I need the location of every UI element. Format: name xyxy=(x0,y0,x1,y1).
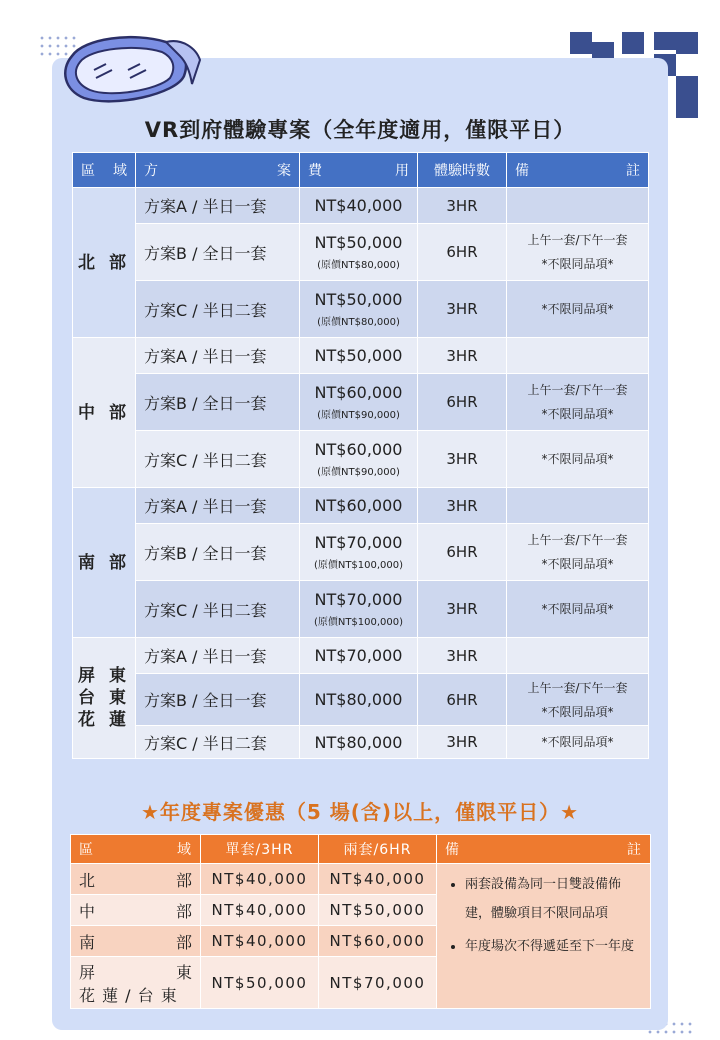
promo-notes: • 兩套設備為同一日雙設備佈建，體驗項目不限同品項 • 年度場次不得遞延至下一年度 xyxy=(437,864,651,1009)
page-title: VR到府體驗專案（全年度適用，僅限平日） xyxy=(144,118,576,142)
table-row: 北 部 方案A / 半日一套 NT$40,000 3HR xyxy=(73,188,649,224)
table-row: 方案B / 全日一套 NT$70,000 (原價NT$100,000) 6HR 上午一套/下午一套 *不限同品項* xyxy=(73,524,649,581)
table-row: 南 部 NT$40,000 NT$60,000 xyxy=(71,926,651,957)
table-row: 中 部 NT$40,000 NT$50,000 xyxy=(71,895,651,926)
table-row: 方案B / 全日一套 NT$80,000 6HR 上午一套/下午一套 *不限同品項* xyxy=(73,674,649,726)
table-row: 方案C / 半日二套 NT$70,000 (原價NT$100,000) 3HR *不限同品項* xyxy=(73,581,649,638)
header-fee: 費 用 xyxy=(300,153,418,188)
table-row: 屏 東 花 蓮 / 台 東 NT$50,000 NT$70,000 xyxy=(71,957,651,1009)
header-region: 區 域 xyxy=(73,153,136,188)
table-row: 南 部 方案A / 半日一套 NT$60,000 3HR xyxy=(73,488,649,524)
header-note: 備 註 xyxy=(507,153,649,188)
region-east: 屏 東 台 東 花 蓮 xyxy=(73,638,136,759)
promo-header-row xyxy=(71,835,651,864)
table-row: 方案C / 半日二套 NT$50,000 (原價NT$80,000) 3HR *不限同品項* xyxy=(73,281,649,338)
promo-table xyxy=(70,834,651,1009)
table-row: 方案B / 全日一套 NT$60,000 (原價NT$90,000) 6HR 上午一套/下午一套 *不限同品項* xyxy=(73,374,649,431)
header-hours: 體驗時數 xyxy=(418,153,507,188)
region-north: 北 部 xyxy=(73,188,136,338)
promo-header-note: 備 註 xyxy=(437,835,651,864)
promo-header-region: 區 域 xyxy=(71,835,201,864)
region-south: 南 部 xyxy=(73,488,136,638)
region-central: 中 部 xyxy=(73,338,136,488)
promo-header-double: 兩套/6HR xyxy=(319,835,437,864)
table-row: 中 部 方案A / 半日一套 NT$50,000 3HR xyxy=(73,338,649,374)
promo-header-single: 單套/3HR xyxy=(201,835,319,864)
table-row: 方案B / 全日一套 NT$50,000 (原價NT$80,000) 6HR 上午一套/下午一套 *不限同品項* xyxy=(73,224,649,281)
table-row: 北 部 NT$40,000 NT$40,000 • 兩套設備為同一日雙設備佈建，體驗項目不限同品項 • 年度場次不得遞延至下一年度 xyxy=(71,864,651,895)
table-row: 方案C / 半日二套 NT$80,000 3HR *不限同品項* xyxy=(73,726,649,759)
promo-title: ★年度專案優惠（5 場(含)以上，僅限平日）★ xyxy=(140,800,580,824)
vr-headset-icon xyxy=(54,26,204,112)
table-header-row xyxy=(73,153,649,188)
pricing-table xyxy=(72,152,649,759)
table-row: 方案C / 半日二套 NT$60,000 (原價NT$90,000) 3HR *不限同品項* xyxy=(73,431,649,488)
header-plan: 方 案 xyxy=(136,153,300,188)
table-row: 屏 東 台 東 花 蓮 方案A / 半日一套 NT$70,000 3HR xyxy=(73,638,649,674)
